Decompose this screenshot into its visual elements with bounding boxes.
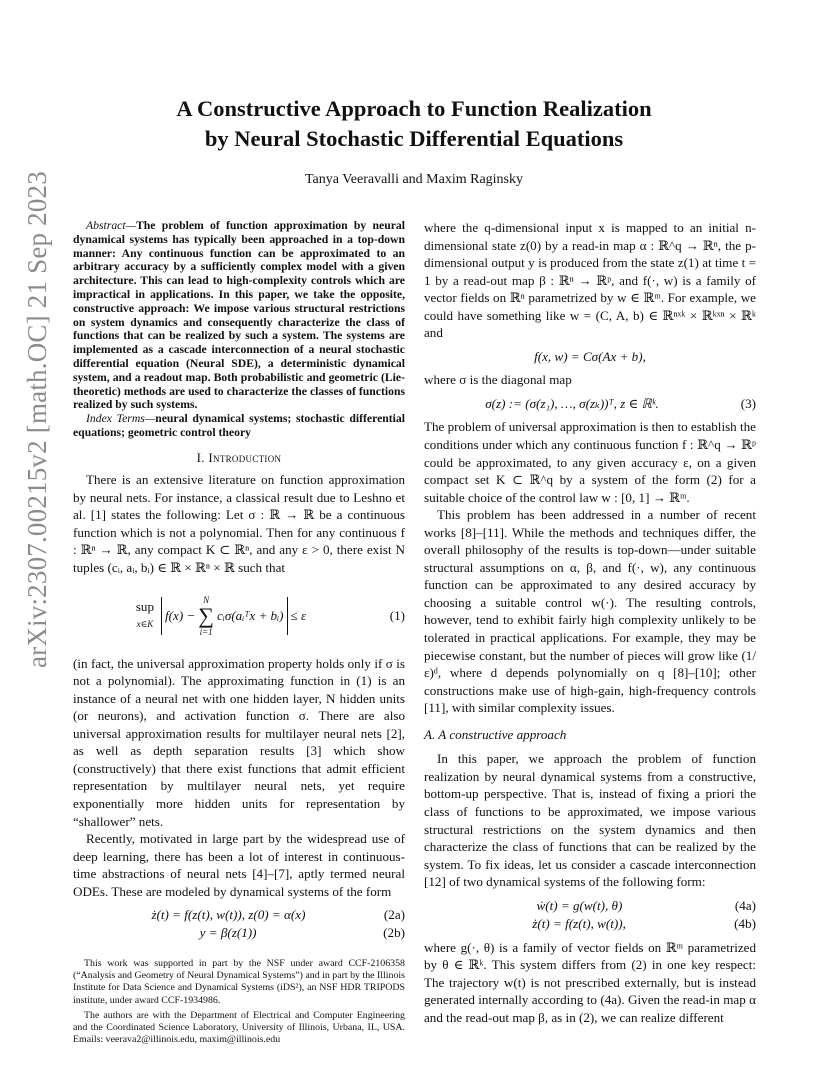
paper-title: [0, 94, 828, 154]
equation-4: [424, 897, 756, 933]
equation-2b-number: (2b): [383, 925, 405, 941]
footnote-funding: This work was supported in part by the NSF under award CCF-2106358 (“Analysis and Geometry of Neural Dynamical Systems”) and in part by the Illinois Institute for Data Science and Dynamical Systems (iDS²), an NSF HDR TRIPODS institute, under award CCF-1934986.: [73, 958, 405, 1006]
equation-1-lhs: f(x) −: [165, 607, 196, 623]
intro-paragraph-1: There is an extensive literature on function approximation by neural nets. For instance, a classical result due to Leshno et al. [1] states the following: Let σ : ℝ → ℝ be a continuous function which is not a polynomial. Then for any continuous f : ℝⁿ → ℝ, any compact K ⊂ ℝⁿ, and any ε > 0, there exist N tuples (cᵢ, aᵢ, bᵢ) ∈ ℝ × ℝⁿ × ℝ such that: [73, 472, 405, 576]
equation-2a-number: (2a): [383, 907, 405, 923]
equation-4a: ẇ(t) = g(w(t), θ): [536, 897, 623, 913]
right-paragraph-4: This problem has been addressed in a number of recent works [8]–[11]. While the methods and techniques differ, the overall philosophy of the results is top-down—under suitable structural assumptions on α, β, and f(·, w), any continuous function can be approximated to any desired accuracy by choosing a suitable control w(·). The resulting controls, however, tend to exhibit fairly high complexity unlikely to be tolerated in practical applications. For example, they may be piecewise constant, but the number of pieces will grow like (1/ε)ᵈ, where d depends polynomially on q [8]–[10]; other constructions make use of high-gain, high-frequency controls [11], with similar complexity issues.: [424, 507, 756, 716]
equation-4a-number: (4a): [734, 897, 756, 913]
equation-1-rhs: ≤ ε: [290, 607, 307, 623]
abstract: [73, 219, 405, 412]
equation-3: σ(z) := (σ(z₁), …, σ(zₖ))ᵀ, z ∈ ℝᵏ. (3): [485, 395, 756, 411]
equation-4b: ż(t) = f(z(t), w(t)),: [532, 915, 626, 931]
equation-1-term: cᵢσ(aᵢᵀx + bᵢ): [216, 607, 284, 623]
equation-1-sum: N ∑ i=1: [198, 594, 214, 637]
index-terms-text: neural dynamical systems; stochastic differential equations; geometric control theory: [73, 412, 405, 439]
equation-2a: ż(t) = f(z(t), w(t)), z(0) = α(x): [151, 907, 306, 923]
arxiv-identifier: arXiv:2307.00215v2 [math.OC] 21 Sep 2023: [22, 171, 52, 668]
left-column: [73, 219, 405, 1046]
index-terms: [73, 412, 405, 440]
right-paragraph-5: In this paper, we approach the problem of function realization by neural dynamical systems from a constructive, bottom-up perspective. That is, instead of fixing a priori the class of functions to be approximated, we impose various structural restrictions on the system dynamics and then characterize the class of functions that can be realized by the system. To fix ideas, let us consider a cascade interconnection [12] of two dynamical systems of the following form:: [424, 751, 756, 890]
footnote-affiliation: The authors are with the Department of Electrical and Computer Engineering and the Coordinated Science Laboratory, University of Illinois, Urbana, IL, USA. Emails: veerava2@illinois.edu, maxim@illinois.edu: [73, 1009, 405, 1045]
abstract-text: The problem of function approximation by neural dynamical systems has typically been approached in a top-down manner: Any continuous function can be approximated to an arbitrary accuracy by a sufficiently complex model with a given architecture. This can lead to high-complexity controls which are impractical in applications. In this paper, we take the opposite, constructive approach: We impose various structural restrictions on system dynamics and consequently characterize the class of functions that can be realized by such a system. The systems are implemented as a cascade interconnection of a neural stochastic differential equation (Neural SDE), a deterministic dynamical system, and a readout map. Both probabilistic and geometric (Lie-theoretic) methods are used to characterize the classes of functions realized by such systems.: [73, 219, 405, 412]
equation-2b: y = β(z(1)): [199, 925, 257, 941]
title-line-2: by Neural Stochastic Differential Equations: [204, 126, 624, 151]
right-paragraph-3: The problem of universal approximation is then to establish the conditions under which any continuous function f : ℝ^q → ℝᵖ could be approximated, to any given accuracy ε, on a given compact set K ⊂ ℝ^q by a system of the form (2) for a suitable choice of the control law w : [0, 1] → ℝᵐ.: [424, 419, 756, 505]
equation-1-number: (1): [389, 607, 405, 623]
footnotes: [73, 958, 405, 1046]
equation-2: [73, 906, 405, 942]
equation-4b-number: (4b): [734, 915, 756, 931]
equation-f: f(x, w) = Cσ(Ax + b),: [534, 348, 646, 364]
intro-paragraph-2: (in fact, the universal approximation property holds only if σ is not a polynomial). The approximating function in (1) is an instance of a neural net with one hidden layer, N hidden units (or neurons), and activation function σ. There are also universal approximation results for multilayer neural nets [2], as well as depth separation results [3] which show (constructively) that there exist functions that admit efficient representation by multilayer neural nets, yet require exponentially more hidden units for representation by “shallower” nets.: [73, 655, 405, 829]
right-paragraph-6: where g(·, θ) is a family of vector fields on ℝᵐ parametrized by θ ∈ ℝᵏ. This system differs from (2) in one key respect: The trajectory w(t) is not prescribed externally, but is instead generated internally according to (4a). Given the read-in map α and the read-out map β, as in (2), we can realize different: [424, 939, 756, 1025]
equation-1: [73, 585, 405, 647]
authors: Tanya Veeravalli and Maxim Raginsky: [304, 172, 524, 187]
index-terms-label: Index Terms—: [86, 412, 156, 426]
subsection-heading-constructive: A. A constructive approach: [424, 726, 567, 742]
section-heading-introduction: I. Introduction: [196, 449, 282, 465]
right-paragraph-2: where σ is the diagonal map: [424, 372, 572, 388]
equation-1-sup: sup x∈K: [135, 599, 155, 629]
right-paragraph-1: where the q-dimensional input x is mapped to an initial n-dimensional state z(0) by a read-in map α : ℝ^q → ℝⁿ, the p-dimensional output y is produced from the state z(1) at time t = 1 by a read-out map β : ℝⁿ → ℝᵖ, and f(·, w) is a family of vector fields on ℝⁿ parametrized by w ∈ ℝᵐ. For example, we could have something like w = (C, A, b) ∈ ℝⁿˣᵏ × ℝᵏˣⁿ × ℝᵏ and: [424, 220, 756, 341]
right-column: [424, 219, 756, 1026]
intro-paragraph-3: Recently, motivated in large part by the widespread use of deep learning, there has been a lot of interest in continuous-time abstractions of neural nets [4]–[7], aptly termed neural ODEs. These are modeled by dynamical systems of the form: [73, 831, 405, 899]
abstract-label: Abstract—: [86, 219, 136, 232]
equation-3-number: (3): [740, 395, 756, 411]
title-line-1: A Constructive Approach to Function Realization: [176, 96, 652, 121]
